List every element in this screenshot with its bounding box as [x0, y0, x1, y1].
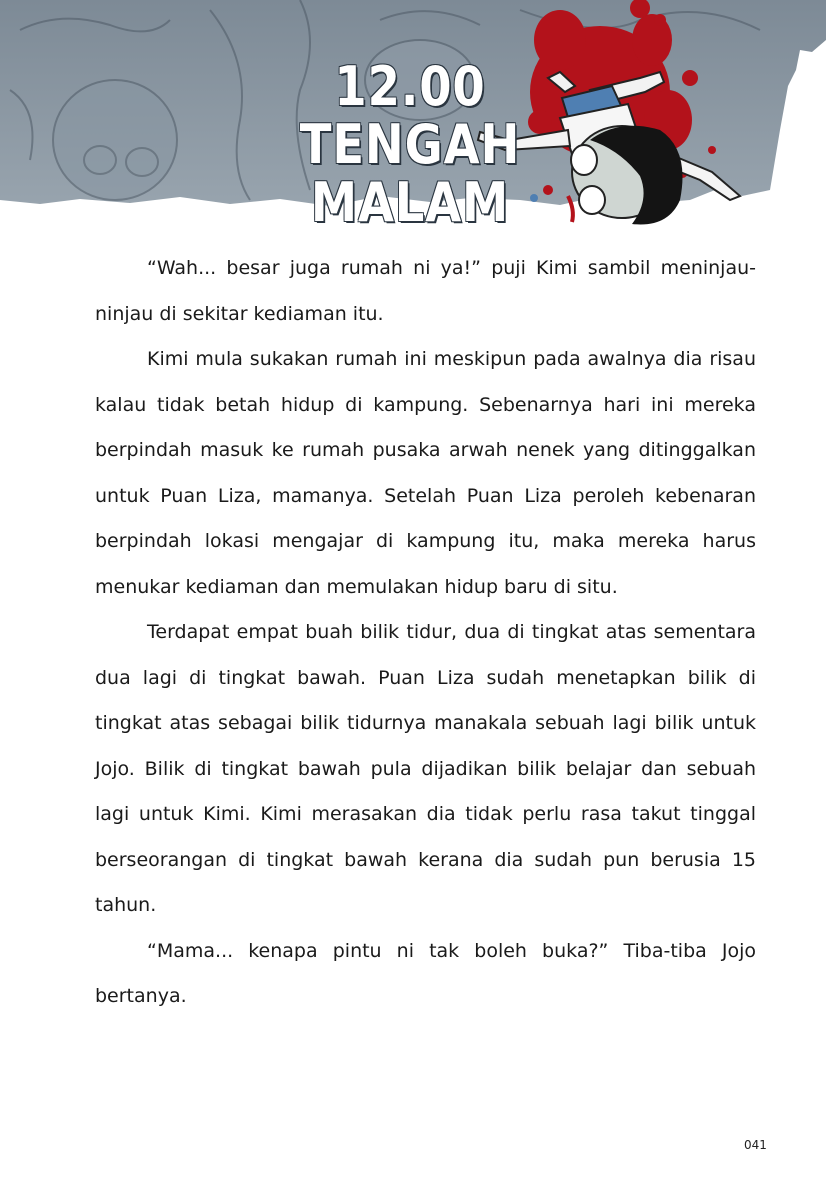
- chapter-title-line-1: 12.00 TENGAH: [299, 55, 521, 176]
- paragraph-2: Kimi mula sukakan rumah ini meskipun pada awalnya dia risau kalau tidak betah hidup di kampung. Sebenarnya hari ini mereka berpindah masuk ke rumah pusaka arwah nenek yang ditinggalkan untuk Puan Liza, mamanya. Setelah Puan Liza peroleh kebenaran berpindah lokasi mengajar di kampung itu, maka mereka harus menukar kediaman dan memulakan hidup baru di situ.: [95, 348, 756, 598]
- story-body: [95, 246, 756, 1020]
- chapter-title-line-2: MALAM: [310, 171, 510, 234]
- paragraph-3: Terdapat empat buah bilik tidur, dua di tingkat atas sementara dua lagi di tingkat bawah. Puan Liza sudah menetapkan bilik di tingkat atas sebagai bilik tidurnya manakala sebuah lagi bilik untuk Jojo. Bilik di tingkat bawah pula dijadikan bilik belajar dan sebuah lagi untuk Kimi. Kimi merasakan dia tidak perlu rasa takut tinggal berseorangan di tingkat bawah kerana dia sudah pun berusia 15 tahun.: [95, 621, 756, 916]
- chapter-header-banner: [0, 0, 826, 240]
- page-number: 041: [744, 1138, 767, 1152]
- paragraph-1: “Wah... besar juga rumah ni ya!” puji Kimi sambil meninjau-ninjau di sekitar kediaman itu.: [95, 257, 756, 325]
- chapter-title: [229, 55, 590, 234]
- paragraph-4: “Mama... kenapa pintu ni tak boleh buka?” Tiba-tiba Jojo bertanya.: [95, 939, 756, 1007]
